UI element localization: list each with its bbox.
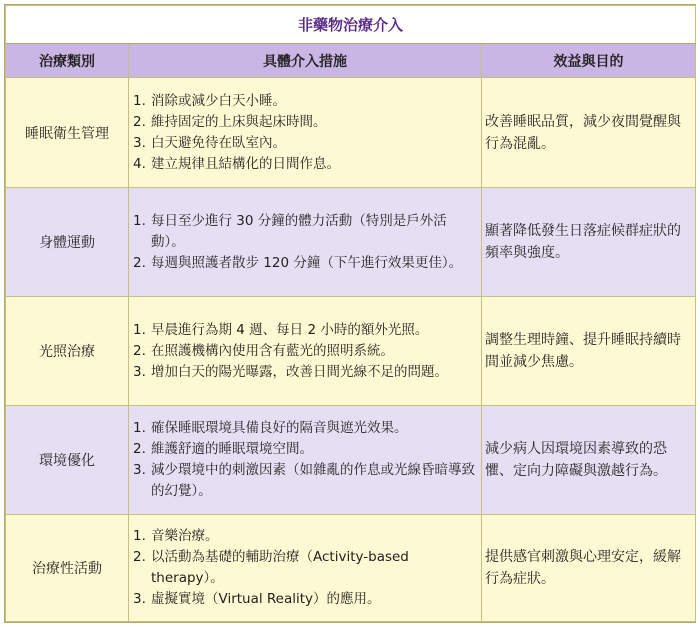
table-row-light-therapy — [6, 297, 696, 406]
benefit-cell: 提供感官刺激與心理安定，緩解行為症狀。 — [482, 515, 696, 622]
category-cell: 環境優化 — [6, 406, 129, 515]
measure-item: 1. 確保睡眠環境具備良好的隔音與遮光效果。 — [133, 420, 408, 436]
measure-item: 2. 每週與照護者散步 120 分鐘（下午進行效果更佳）。 — [133, 254, 463, 271]
category-cell: 睡眠衛生管理 — [6, 78, 129, 188]
category-cell: 光照治療 — [6, 297, 129, 406]
measure-item: 3. 減少環境中的刺激因素（如雜亂的作息或光線昏暗導致的幻覺）。 — [133, 462, 475, 499]
measure-item: 4. 建立規律且結構化的日間作息。 — [133, 155, 340, 172]
header-benefit: 效益與目的 — [482, 44, 696, 78]
header-category: 治療類別 — [6, 44, 129, 78]
table-title: 非藥物治療介入 — [6, 6, 696, 44]
table-title-row — [6, 6, 696, 44]
measures-cell — [129, 297, 482, 406]
measure-item: 1. 每日至少進行 30 分鐘的體力活動（特別是戶外活動）。 — [133, 212, 447, 250]
table-row-exercise — [6, 188, 696, 297]
treatment-table — [5, 5, 696, 622]
measures-cell — [129, 515, 482, 622]
measure-item: 2. 維持固定的上床與起床時間。 — [133, 113, 327, 130]
measure-item: 1. 音樂治療。 — [133, 528, 219, 544]
table-row-therapeutic-activity — [6, 515, 696, 622]
measures-cell — [129, 406, 482, 515]
measure-item: 2. 在照護機構內使用含有藍光的照明系統。 — [133, 342, 394, 359]
table-header-row — [6, 44, 696, 78]
measure-item: 3. 增加白天的陽光曝露，改善日間光線不足的問題。 — [133, 363, 448, 380]
table-row-environment — [6, 406, 696, 515]
measures-cell — [129, 188, 482, 297]
category-cell: 治療性活動 — [6, 515, 129, 622]
benefit-cell: 減少病人因環境因素導致的恐懼、定向力障礙與激越行為。 — [482, 406, 696, 515]
measure-item: 3. 白天避免待在臥室內。 — [133, 134, 286, 151]
benefit-cell: 顯著降低發生日落症候群症狀的頻率與強度。 — [482, 188, 696, 297]
measure-item: 2. 以活動為基礎的輔助治療（Activity-based therapy）。 — [133, 549, 409, 586]
measure-item: 1. 消除或減少白天小睡。 — [133, 92, 286, 109]
treatment-table-frame — [4, 4, 696, 623]
table-row-sleep-hygiene — [6, 78, 696, 188]
header-measures: 具體介入措施 — [129, 44, 482, 78]
measures-cell — [129, 78, 482, 188]
benefit-cell: 調整生理時鐘、提升睡眠持續時間並減少焦慮。 — [482, 297, 696, 406]
measure-item: 2. 維護舒適的睡眠環境空間。 — [133, 441, 313, 457]
category-cell: 身體運動 — [6, 188, 129, 297]
benefit-cell: 改善睡眠品質，減少夜間覺醒與行為混亂。 — [482, 78, 696, 188]
measure-item: 3. 虛擬實境（Virtual Reality）的應用。 — [133, 591, 381, 607]
measure-item: 1. 早晨進行為期 4 週、每日 2 小時的額外光照。 — [133, 321, 429, 338]
